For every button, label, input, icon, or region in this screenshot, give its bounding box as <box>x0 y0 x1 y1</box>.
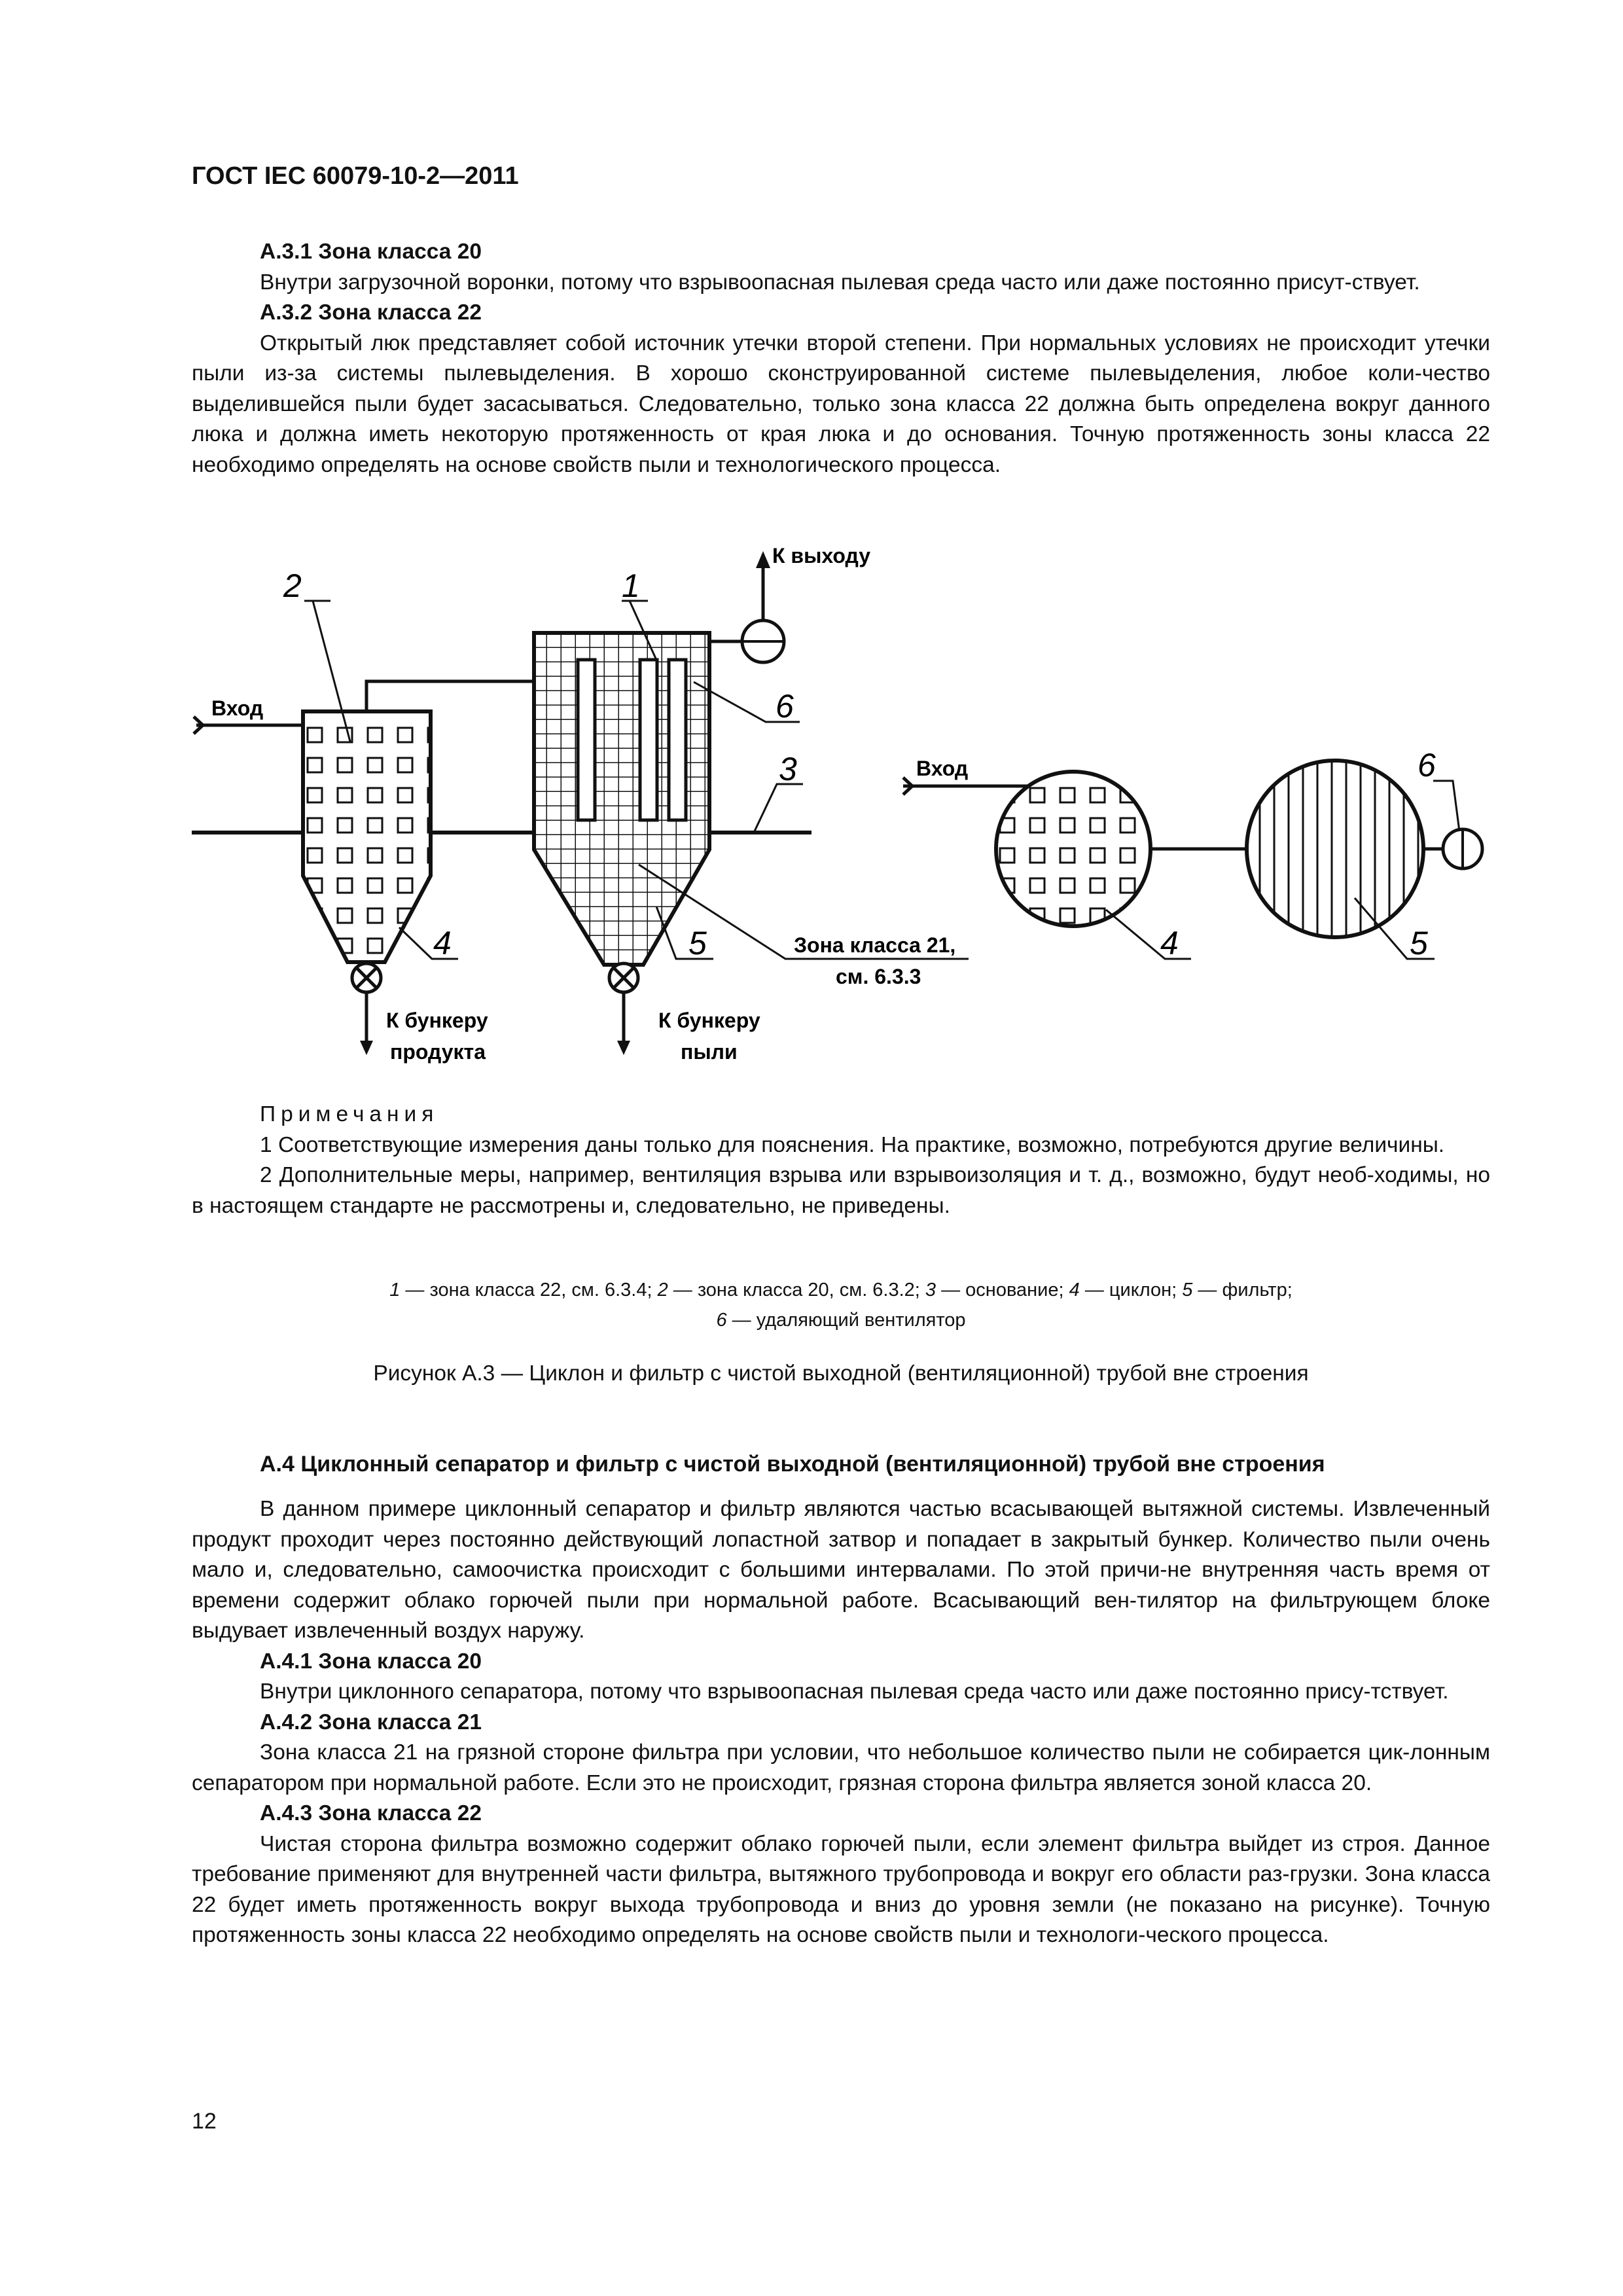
notes-block <box>192 1100 1490 1221</box>
down-arrow-icon <box>617 1041 630 1055</box>
figure-a3 <box>183 533 1492 1083</box>
subsection-title-a42: А.4.2 Зона класса 21 <box>260 1710 482 1734</box>
section-a3-text <box>192 237 1490 480</box>
label-dust-hopper-2: пыли <box>681 1040 738 1064</box>
number-label-4: 4 <box>433 925 452 961</box>
paragraph-a32: Открытый люк представляет собой источник утечки второй степени. При нормальных условиях не происходит утечки пыли из-за системы пылевыделения. В хорошо сконструированной системе пылевыделения, любое коли-чество выделившейся пыли будет засасываться. Следовательно, только зона класса 22 должна быть определена вокруг данного люка и должна иметь некоторую протяженность от края люка и до основания. Точную протяженность зоны класса 22 необходимо определять на основе свойств пыли и технологического процесса. <box>192 331 1490 477</box>
subsection-title-a32: А.3.2 Зона класса 22 <box>260 300 482 325</box>
topview-filter <box>1247 761 1423 937</box>
number-label-2: 2 <box>283 567 302 604</box>
legend-key-1: 1 <box>389 1280 401 1300</box>
cyclone-to-filter-pipe <box>366 681 534 711</box>
page-number: 12 <box>192 2109 217 2134</box>
legend-key-6: 6 <box>716 1310 727 1331</box>
paragraph-a41: Внутри циклонного сепаратора, потому что взрывоопасная пылевая среда часто или даже постоянно прису-тствует. <box>260 1679 1449 1704</box>
legend-value-6: — удаляющий вентилятор <box>726 1310 966 1331</box>
number-label-6: 6 <box>776 688 794 725</box>
legend-value-5: — фильтр; <box>1192 1280 1293 1300</box>
filter-element-2 <box>640 660 657 820</box>
filter-diagram <box>534 551 784 1055</box>
leader-line-6b <box>1433 781 1459 831</box>
legend-value-3: — основание; <box>936 1280 1069 1300</box>
number-label-6b: 6 <box>1418 747 1436 783</box>
document-header: ГОСТ IEC 60079-10-2—2011 <box>192 162 519 190</box>
number-label-4b: 4 <box>1160 925 1179 961</box>
legend-line-1 <box>192 1275 1490 1305</box>
label-product-hopper-1: К бункеру <box>386 1009 488 1032</box>
section-title-a4: А.4 Циклонный сепаратор и фильтр с чистой выходной (вентиляционной) трубой вне строения <box>260 1452 1325 1477</box>
up-arrow-icon <box>756 551 770 568</box>
paragraph-a42: Зона класса 21 на грязной стороне фильтра при условии, что небольшое количество пыли не собирается цик-лонным сепаратором при нормальной работе. Если это не происходит, грязная сторона фильтра является зоной класса 20. <box>192 1740 1490 1795</box>
note-2: 2 Дополнительные меры, например, вентиляция взрыва или взрывоизоляция и т. д., возможно, будут необ-ходимы, но в настоящем стандарте не рассмотрены и, следовательно, не приведены. <box>192 1163 1490 1218</box>
leader-line-3 <box>754 784 803 833</box>
filter-element-3 <box>669 660 686 820</box>
label-inlet-topview: Вход <box>916 757 969 780</box>
subsection-title-a43: А.4.3 Зона класса 22 <box>260 1801 482 1825</box>
subsection-title-a41: А.4.1 Зона класса 20 <box>260 1649 482 1674</box>
legend-key-4: 4 <box>1069 1280 1080 1300</box>
legend-value-1: — зона класса 22, см. 6.3.4; <box>400 1280 658 1300</box>
subsection-title-a31: А.3.1 Зона класса 20 <box>260 240 482 264</box>
label-zone21-line2: см. 6.3.3 <box>836 965 921 988</box>
legend-line-2 <box>192 1305 1490 1335</box>
label-inlet: Вход <box>211 696 264 720</box>
legend-value-2: — зона класса 20, см. 6.3.2; <box>668 1280 925 1300</box>
legend-key-2: 2 <box>657 1280 668 1300</box>
notes-title: Примечания <box>260 1102 439 1126</box>
label-dust-hopper-1: К бункеру <box>658 1009 760 1032</box>
legend-value-4: — циклон; <box>1079 1280 1183 1300</box>
label-product-hopper-2: продукта <box>390 1040 486 1064</box>
cyclone-diagram <box>194 681 534 1055</box>
number-label-1: 1 <box>622 567 640 604</box>
paragraph-a4: В данном примере циклонный сепаратор и фильтр являются частью всасывающей вытяжной системы. Извлеченный продукт проходит через постоянно действующий лопастной затвор и попадает в закрытый бункер. Количество пыли очень мало и, следовательно, самоочистка происходит с большими интервалами. По этой причи-не внутренняя часть время от времени содержит облако горючей пыли при нормальной работе. Всасывающий вен-тилятор на фильтрующем блоке выдувает извлеченный воздух наружу. <box>192 1497 1490 1643</box>
label-to-exit: К выходу <box>772 544 871 567</box>
top-view-diagram <box>903 759 1482 956</box>
label-zone21-line1: Зона класса 21, <box>794 933 956 957</box>
filter-element-1 <box>578 660 595 820</box>
figure-legend <box>192 1275 1490 1335</box>
number-label-5: 5 <box>688 925 707 961</box>
number-label-5b: 5 <box>1410 925 1428 961</box>
legend-key-3: 3 <box>925 1280 936 1300</box>
note-1: 1 Соответствующие измерения даны только для пояснения. На практике, возможно, потребуются другие величины. <box>260 1132 1445 1157</box>
paragraph-a31: Внутри загрузочной воронки, потому что взрывоопасная пылевая среда часто или даже постоянно присут-ствует. <box>260 270 1420 295</box>
legend-key-5: 5 <box>1182 1280 1193 1300</box>
figure-caption: Рисунок А.3 — Циклон и фильтр с чистой выходной (вентиляционной) трубой вне строения <box>373 1361 1309 1386</box>
paragraph-a43: Чистая сторона фильтра возможно содержит облако горючей пыли, если элемент фильтра выйдет из строя. Данное требование применяют для внутренней части фильтра, вытяжного трубопровода и вокруг его области раз-грузки. Зона класса 22 будет иметь протяженность вокруг выхода трубопровода и вниз до уровня земли (не показано на рисунке). Точную протяженность зоны класса 22 необходимо определять на основе свойств пыли и технологи-ческого процесса. <box>192 1831 1490 1947</box>
down-arrow-icon <box>360 1041 373 1055</box>
section-a4-text <box>192 1494 1490 1951</box>
number-label-3: 3 <box>779 751 797 787</box>
cyclone-body <box>303 711 431 962</box>
